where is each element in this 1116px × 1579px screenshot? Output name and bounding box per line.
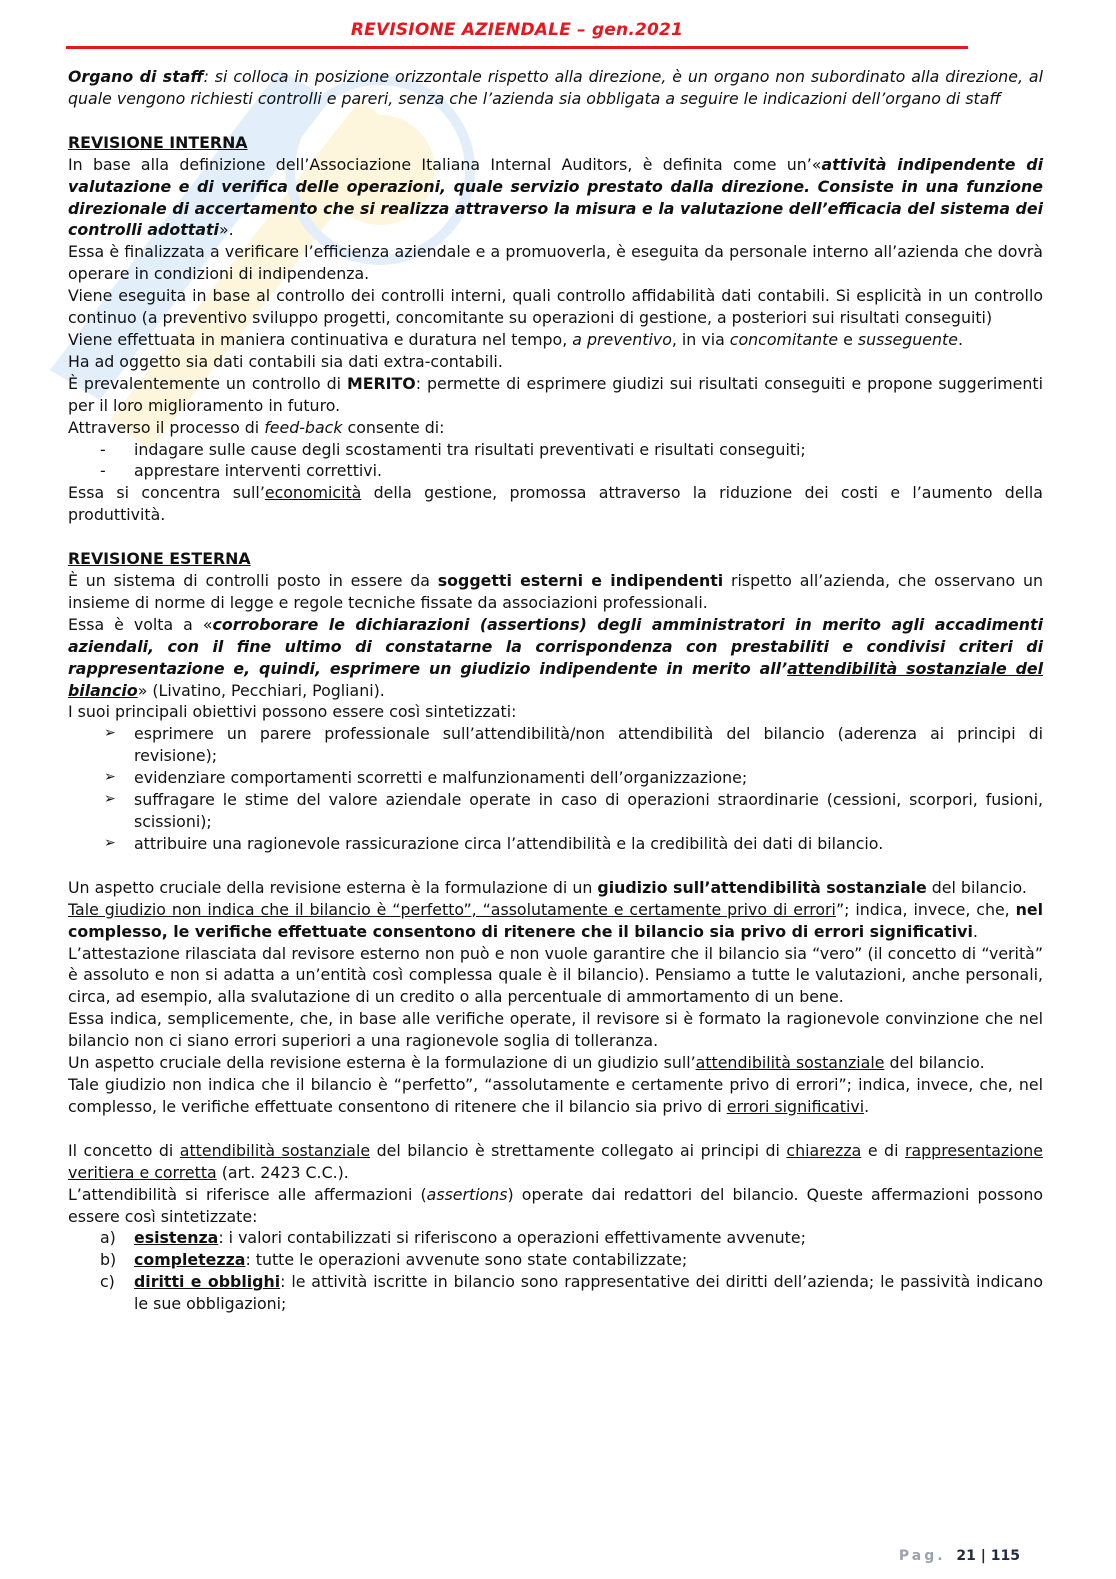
giudizio-p1: Un aspetto cruciale della revisione esterna è la formulazione di un giudizio sull’attendibilità sostanziale del bilancio. (68, 877, 1027, 897)
list-item: ➢ attribuire una ragionevole rassicurazione circa l’attendibilità e la credibilità dei dati di bilancio. (104, 833, 884, 853)
interna-p1: Essa è finalizzata a verificare l’efficienza aziendale e a promuoverla, è eseguita da personale interno all’azienda che dovrà operare in condizioni di indipendenza. (68, 242, 1043, 284)
interna-p2: Viene eseguita in base al controllo dei controlli interni, quali controllo affidabilità dati contabili. Si esplicità in un controllo continuo (a preventivo sviluppo progetti, concomitante su operazioni di gestione, a posteriori sui risultati conseguiti) (68, 286, 1043, 328)
page-number-footer (899, 1548, 1020, 1564)
header-rule (66, 46, 968, 49)
arrow-bullet-icon: ➢ (104, 791, 116, 808)
footer-label: Pag. (898, 1548, 946, 1564)
esterna-p3: I suoi principali obiettivi possono essere così sintetizzati: (68, 702, 517, 722)
interna-p7: Essa si concentra sull’economicità della gestione, promossa attraverso la riduzione dei costi e l’aumento della produttività. (68, 483, 1043, 525)
footer-separator: | (980, 1548, 986, 1564)
list-item: ➢ esprimere un parere professionale sull’attendibilità/non attendibilità del bilancio (aderenza ai principi di revisione); (104, 724, 1043, 766)
concetto-p1: Il concetto di attendibilità sostanziale del bilancio è strettamente collegato ai principi di chiarezza e di rappresentazione veritiera e corretta (art. 2423 C.C.). (68, 1140, 1043, 1182)
interna-p6: Attraverso il processo di feed-back consente di: (68, 417, 445, 437)
arrow-bullet-icon: ➢ (104, 769, 116, 786)
heading-revisione-esterna: REVISIONE ESTERNA (68, 549, 251, 569)
giudizio-p6: Tale giudizio non indica che il bilancio è “perfetto”, “assolutamente e certamente privo di errori”; indica, invece, che, nel complesso, le verifiche effettuate consentono di ritenere che il bilancio sia privo di errori significativi. (68, 1074, 1043, 1116)
concetto-p2: L’attendibilità si riferisce alle affermazioni (assertions) operate dai redattori del bilancio. Queste affermazioni possono essere così sintetizzate: (68, 1184, 1043, 1226)
list-item: ➢ suffragare le stime del valore aziendale operate in caso di operazioni straordinarie (cessioni, scorpori, fusioni, scissioni); (104, 790, 1043, 831)
arrow-bullet-icon: ➢ (104, 725, 116, 742)
giudizio-p5: Un aspetto cruciale della revisione esterna è la formulazione di un giudizio sull’attendibilità sostanziale del bilancio. (68, 1053, 985, 1073)
list-item: - apprestare interventi correttivi. (100, 461, 383, 481)
list-item: a) esistenza: i valori contabilizzati si riferiscono a operazioni effettivamente avvenute; (100, 1228, 806, 1248)
footer-total: 115 (990, 1548, 1020, 1564)
heading-revisione-interna: REVISIONE INTERNA (68, 132, 248, 152)
interna-p5: È prevalentemente un controllo di MERITO: permette di esprimere giudizi sui risultati conseguiti e propone suggerimenti per il loro miglioramento in futuro. (68, 373, 1043, 415)
interna-p4: Ha ad oggetto sia dati contabili sia dati extra-contabili. (68, 351, 503, 371)
footer-page: 21 (956, 1548, 976, 1564)
interna-definition: In base alla definizione dell’Associazione Italiana Internal Auditors, è definita come un’«attività indipendente di valutazione e di verifica delle operazioni, quale servizio prestato dalla direzione. Consiste in una funzione direzionale di accertamento che si realizza attraverso la misura e la valutazione dell’efficacia del sistema dei controlli adottati». (68, 154, 1043, 240)
giudizio-p2: Tale giudizio non indica che il bilancio è “perfetto”, “assolutamente e certamente privo di errori”; indica, invece, che, nel complesso, le verifiche effettuate consentono di ritenere che il bilancio sia privo di errori significativi. (68, 899, 1043, 941)
document-body (68, 66, 1043, 1315)
arrow-bullet-icon: ➢ (104, 834, 116, 851)
list-item: c) diritti e obblighi: le attività iscritte in bilancio sono rappresentative dei diritti dell’azienda; le passività indicano le sue obbligazioni; (100, 1272, 1043, 1314)
giudizio-p3: L’attestazione rilasciata dal revisore esterno non può e non vuole garantire che il bilancio sia “vero” (il concetto di “verità” è assoluto e non si adatta a un’entità così complessa quale è il bilancio). Pensiamo a tutte le valutazioni, anche personali, circa, ad esempio, alla svalutazione di un credito o alla percentuale di ammortamento di un bene. (68, 943, 1043, 1007)
esterna-p1: È un sistema di controlli posto in essere da soggetti esterni e indipendenti rispetto all’azienda, che osservano un insieme di norme di legge e regole tecniche fissate da associazioni professionali. (68, 571, 1043, 612)
interna-p3: Viene effettuata in maniera continuativa e duratura nel tempo, a preventivo, in via concomitante e susseguente. (68, 329, 963, 349)
header-title: REVISIONE AZIENDALE – gen.2021 (350, 20, 684, 40)
page-header (66, 20, 968, 49)
list-item: ➢ evidenziare comportamenti scorretti e malfunzionamenti dell’organizzazione; (104, 768, 748, 788)
giudizio-p4: Essa indica, semplicemente, che, in base alle verifiche operate, il revisore si è formato la ragionevole convinzione che nel bilancio non ci siano errori superiori a una ragionevole soglia di tolleranza. (68, 1009, 1043, 1051)
list-item: b) completezza: tutte le operazioni avvenute sono state contabilizzate; (100, 1250, 688, 1270)
list-item: - indagare sulle cause degli scostamenti tra risultati preventivati e risultati conseguiti; (100, 439, 806, 459)
staff-paragraph: Organo di staff: si colloca in posizione orizzontale rispetto alla direzione, è un organo non subordinato alla direzione, al quale vengono richiesti controlli e pareri, senza che l’azienda sia obbligata a seguire le indicazioni dell’organo di staff (68, 67, 1043, 108)
esterna-p2: Essa è volta a «corroborare le dichiarazioni (assertions) degli amministratori in merito agli accadimenti aziendali, con il fine ultimo di constatarne la corrispondenza con prestabiliti e condivisi criteri di rappresentazione e, quindi, esprimere un giudizio indipendente in merito all’attendibilità sostanziale del bilancio» (Livatino, Pecchiari, Pogliani). (68, 614, 1044, 700)
